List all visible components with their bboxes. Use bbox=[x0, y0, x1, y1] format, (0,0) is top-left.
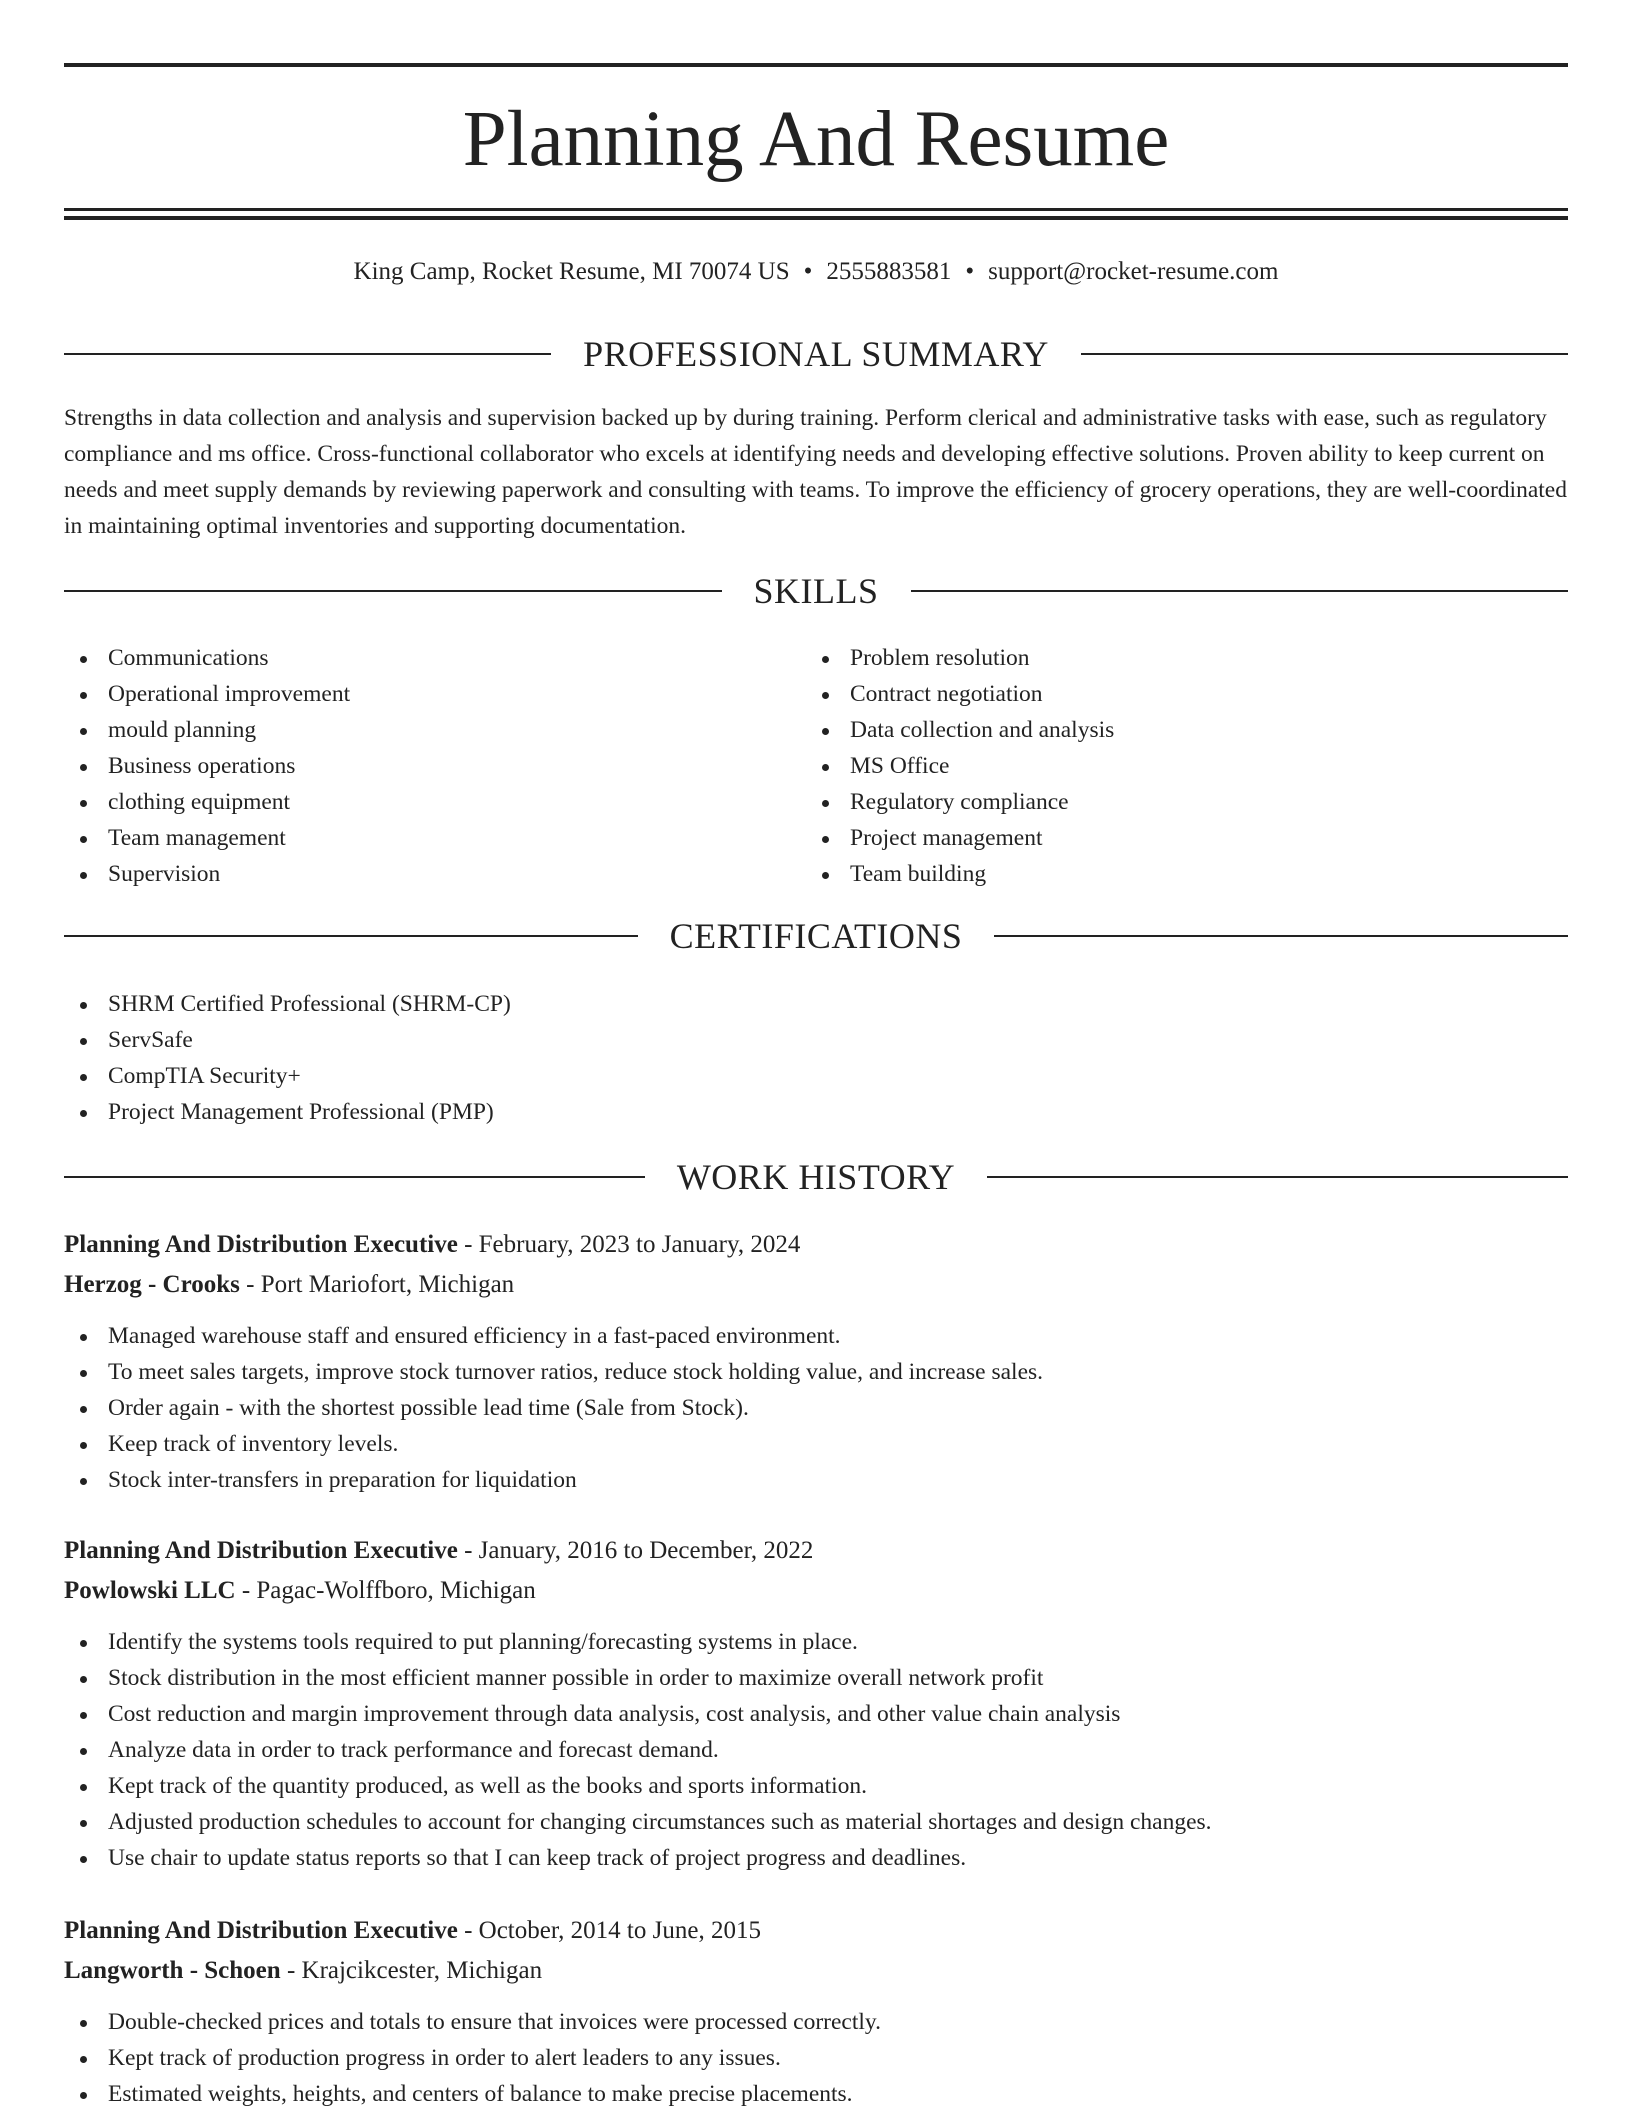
job-bullets bbox=[64, 2004, 1568, 2112]
skill-item: Problem resolution bbox=[806, 640, 1114, 676]
job-bullet: To meet sales targets, improve stock turnover ratios, reduce stock holding value, and increase sales. bbox=[64, 1354, 1568, 1390]
job-bullet: Adjusted production schedules to account for changing circumstances such as material shortages and design changes. bbox=[64, 1804, 1568, 1840]
contact-address: King Camp, Rocket Resume, MI 70074 US bbox=[353, 258, 790, 285]
contact-line bbox=[64, 252, 1568, 292]
job-bullet: Cost reduction and margin improvement through data analysis, cost analysis, and other value chain analysis bbox=[64, 1696, 1568, 1732]
job-bullet: Order again - with the shortest possible lead time (Sale from Stock). bbox=[64, 1390, 1568, 1426]
summary-text: Strengths in data collection and analysis and supervision backed up by during training. Perform clerical and administrative tasks with ease, such as regulatory compliance and ms office. Cross-functional collaborator who excels at identifying needs and developing effective solutions. Proven ability to keep current on needs and meet supply demands by reviewing paperwork and consulting with teams. To improve the efficiency of grocery operations, they are well-coordinated in maintaining optimal inventories and supporting documentation. bbox=[64, 405, 1567, 539]
job-bullet: Analyze data in order to track performance and forecast demand. bbox=[64, 1732, 1568, 1768]
job-bullet: Stock distribution in the most efficient manner possible in order to maximize overall network profit bbox=[64, 1660, 1568, 1696]
job-company-line bbox=[64, 1951, 1568, 1991]
resume-name: Planning And Resume bbox=[462, 96, 1170, 183]
contact-separator: • bbox=[803, 258, 813, 285]
job-title: Planning And Distribution Executive bbox=[64, 1917, 458, 1944]
job-location: - Port Mariofort, Michigan bbox=[239, 1271, 515, 1298]
skills-list-right bbox=[806, 640, 1114, 892]
job-bullet: Double-checked prices and totals to ensure that invoices were processed correctly. bbox=[64, 2004, 1568, 2040]
job-bullet: Use chair to update status reports so that I can keep track of project progress and deadlines. bbox=[64, 1840, 1568, 1876]
job-location: - Krajcikcester, Michigan bbox=[280, 1957, 543, 1984]
job-bullets bbox=[64, 1318, 1568, 1498]
job-company: Herzog - Crooks bbox=[64, 1271, 240, 1298]
job-title-line bbox=[64, 1225, 1568, 1265]
skill-item: Data collection and analysis bbox=[806, 712, 1114, 748]
job-bullet: Managed warehouse staff and ensured efficiency in a fast-paced environment. bbox=[64, 1318, 1568, 1354]
certification-item: ServSafe bbox=[64, 1022, 511, 1058]
job-entry bbox=[64, 1225, 1568, 1498]
job-bullet: Estimated weights, heights, and centers of balance to make precise placements. bbox=[64, 2076, 1568, 2112]
summary-heading bbox=[64, 329, 1568, 379]
skills-title: SKILLS bbox=[753, 571, 879, 611]
job-entry bbox=[64, 1531, 1568, 1876]
certification-item: SHRM Certified Professional (SHRM-CP) bbox=[64, 986, 511, 1022]
skill-item: Team building bbox=[806, 856, 1114, 892]
contact-email: support@rocket-resume.com bbox=[988, 258, 1279, 285]
heading-rule bbox=[1081, 353, 1568, 355]
skill-item: Communications bbox=[64, 640, 350, 676]
heading-rule bbox=[64, 590, 722, 592]
skill-item: Operational improvement bbox=[64, 676, 350, 712]
header-rule-upper bbox=[64, 208, 1568, 211]
job-title: Planning And Distribution Executive bbox=[64, 1537, 458, 1564]
skill-item: MS Office bbox=[806, 748, 1114, 784]
job-bullets bbox=[64, 1624, 1568, 1876]
job-bullet: Kept track of production progress in order to alert leaders to any issues. bbox=[64, 2040, 1568, 2076]
job-bullet: Stock inter-transfers in preparation for liquidation bbox=[64, 1462, 1568, 1498]
certification-item: Project Management Professional (PMP) bbox=[64, 1094, 511, 1130]
job-title-line bbox=[64, 1531, 1568, 1571]
heading-rule bbox=[64, 935, 638, 937]
certifications-title: CERTIFICATIONS bbox=[669, 916, 963, 956]
certification-item: CompTIA Security+ bbox=[64, 1058, 511, 1094]
job-title-line bbox=[64, 1911, 1568, 1951]
heading-rule bbox=[994, 935, 1568, 937]
heading-rule bbox=[911, 590, 1569, 592]
heading-rule bbox=[987, 1176, 1568, 1178]
job-company: Langworth - Schoen bbox=[64, 1957, 281, 1984]
heading-rule bbox=[64, 1176, 645, 1178]
job-company-line bbox=[64, 1265, 1568, 1305]
header-rule-lower bbox=[64, 216, 1568, 220]
skill-item: Regulatory compliance bbox=[806, 784, 1114, 820]
skills-list-left bbox=[64, 640, 350, 892]
skill-item: Contract negotiation bbox=[806, 676, 1114, 712]
job-dates: - October, 2014 to June, 2015 bbox=[457, 1917, 761, 1944]
work-history-heading bbox=[64, 1152, 1568, 1202]
job-bullet: Kept track of the quantity produced, as well as the books and sports information. bbox=[64, 1768, 1568, 1804]
skill-item: clothing equipment bbox=[64, 784, 350, 820]
contact-separator: • bbox=[965, 258, 975, 285]
certifications-list bbox=[64, 986, 511, 1130]
skill-item: Team management bbox=[64, 820, 350, 856]
certifications-heading bbox=[64, 911, 1568, 961]
skill-item: mould planning bbox=[64, 712, 350, 748]
skill-item: Supervision bbox=[64, 856, 350, 892]
skills-heading bbox=[64, 566, 1568, 616]
heading-rule bbox=[64, 353, 551, 355]
job-dates: - February, 2023 to January, 2024 bbox=[457, 1231, 801, 1258]
summary-title: PROFESSIONAL SUMMARY bbox=[583, 334, 1049, 374]
job-title: Planning And Distribution Executive bbox=[64, 1231, 458, 1258]
job-dates: - January, 2016 to December, 2022 bbox=[457, 1537, 814, 1564]
job-location: - Pagac-Wolffboro, Michigan bbox=[235, 1577, 536, 1604]
skill-item: Business operations bbox=[64, 748, 350, 784]
job-bullet: Keep track of inventory levels. bbox=[64, 1426, 1568, 1462]
skill-item: Project management bbox=[806, 820, 1114, 856]
job-company: Powlowski LLC bbox=[64, 1577, 236, 1604]
job-company-line bbox=[64, 1571, 1568, 1611]
work-history-title: WORK HISTORY bbox=[676, 1157, 956, 1197]
top-rule bbox=[64, 63, 1568, 67]
job-entry bbox=[64, 1911, 1568, 2112]
contact-phone: 2555883581 bbox=[826, 258, 952, 285]
job-bullet: Identify the systems tools required to put planning/forecasting systems in place. bbox=[64, 1624, 1568, 1660]
